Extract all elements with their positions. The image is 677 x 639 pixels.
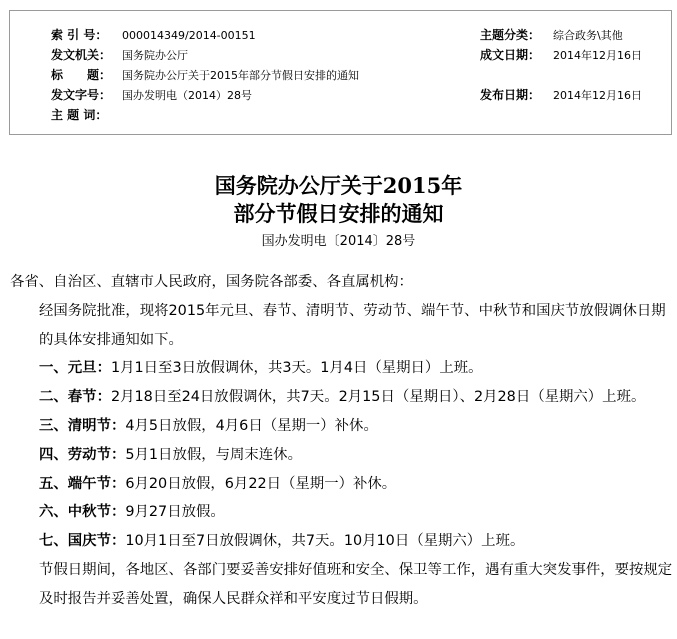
publish-date-value: 2014年12月16日	[553, 89, 642, 102]
holiday-item-text: 1月1日至3日放假调休，共3天。1月4日（星期日）上班。	[110, 360, 483, 377]
index-no-label: 索 引 号：	[51, 28, 108, 42]
keywords-label: 主 题 词：	[51, 108, 108, 122]
document-body	[10, 268, 675, 614]
category-value: 综合政务\其他	[553, 29, 623, 42]
document-number: 国办发明电〔2014〕28号	[261, 234, 416, 249]
holiday-item-label: 三、清明节：	[39, 417, 126, 434]
holiday-item-text: 5月1日放假，与周末连休。	[125, 446, 302, 463]
intro-paragraph: 经国务院批准，现将2015年元旦、春节、清明节、劳动节、端午节、中秋节和国庆节放假调休日期的具体安排通知如下。	[39, 302, 666, 348]
holiday-item-text: 4月5日放假，4月6日（星期一）补休。	[125, 417, 378, 434]
written-date-label: 成文日期：	[480, 48, 541, 62]
doc-no-value: 国办发明电（2014）28号	[122, 89, 252, 102]
issuer-label: 发文机关：	[51, 48, 112, 62]
salutation: 各省、自治区、直辖市人民政府，国务院各部委、各直属机构：	[10, 274, 413, 290]
document-title-line-1: 国务院办公厅关于2015年	[214, 173, 463, 198]
holiday-item-labor-day	[10, 441, 675, 470]
holiday-item-label: 六、中秋节：	[39, 504, 126, 521]
holiday-item-spring-festival	[10, 383, 675, 412]
publish-date-label: 发布日期：	[480, 88, 541, 102]
doc-no-label: 发文字号：	[51, 88, 112, 102]
document-title-line-2: 部分节假日安排的通知	[233, 201, 444, 226]
holiday-item-label: 四、劳动节：	[39, 446, 126, 463]
holiday-item-new-year	[10, 354, 675, 383]
holiday-item-label: 一、元旦：	[39, 360, 111, 377]
issuer-value: 国务院办公厅	[122, 49, 188, 62]
holiday-item-text: 9月27日放假。	[125, 504, 225, 521]
holiday-item-label: 二、春节：	[39, 389, 111, 406]
holiday-item-dragon-boat	[10, 470, 675, 499]
written-date-value: 2014年12月16日	[553, 49, 642, 62]
document-metadata-box	[9, 10, 672, 135]
holiday-item-qingming	[10, 412, 675, 441]
holiday-item-label: 五、端午节：	[39, 475, 126, 492]
holiday-item-mid-autumn	[10, 498, 675, 527]
holiday-item-label: 七、国庆节：	[39, 533, 126, 550]
index-no-value: 000014349/2014-00151	[122, 29, 256, 42]
holiday-item-text: 10月1日至7日放假调休，共7天。10月10日（星期六）上班。	[125, 533, 525, 550]
holiday-item-national-day	[10, 527, 675, 556]
holiday-item-text: 2月18日至24日放假调休，共7天。2月15日（星期日）、2月28日（星期六）上班。	[110, 389, 646, 406]
title-label: 标 题：	[51, 68, 112, 82]
holiday-item-text: 6月20日放假，6月22日（星期一）补休。	[125, 475, 397, 492]
category-label: 主题分类：	[480, 28, 541, 42]
closing-paragraph: 节假日期间，各地区、各部门要妥善安排好值班和安全、保卫等工作，遇有重大突发事件，要按规定及时报告并妥善处置，确保人民群众祥和平安度过节日假期。	[39, 561, 673, 607]
title-value: 国务院办公厅关于2015年部分节假日安排的通知	[122, 69, 359, 82]
